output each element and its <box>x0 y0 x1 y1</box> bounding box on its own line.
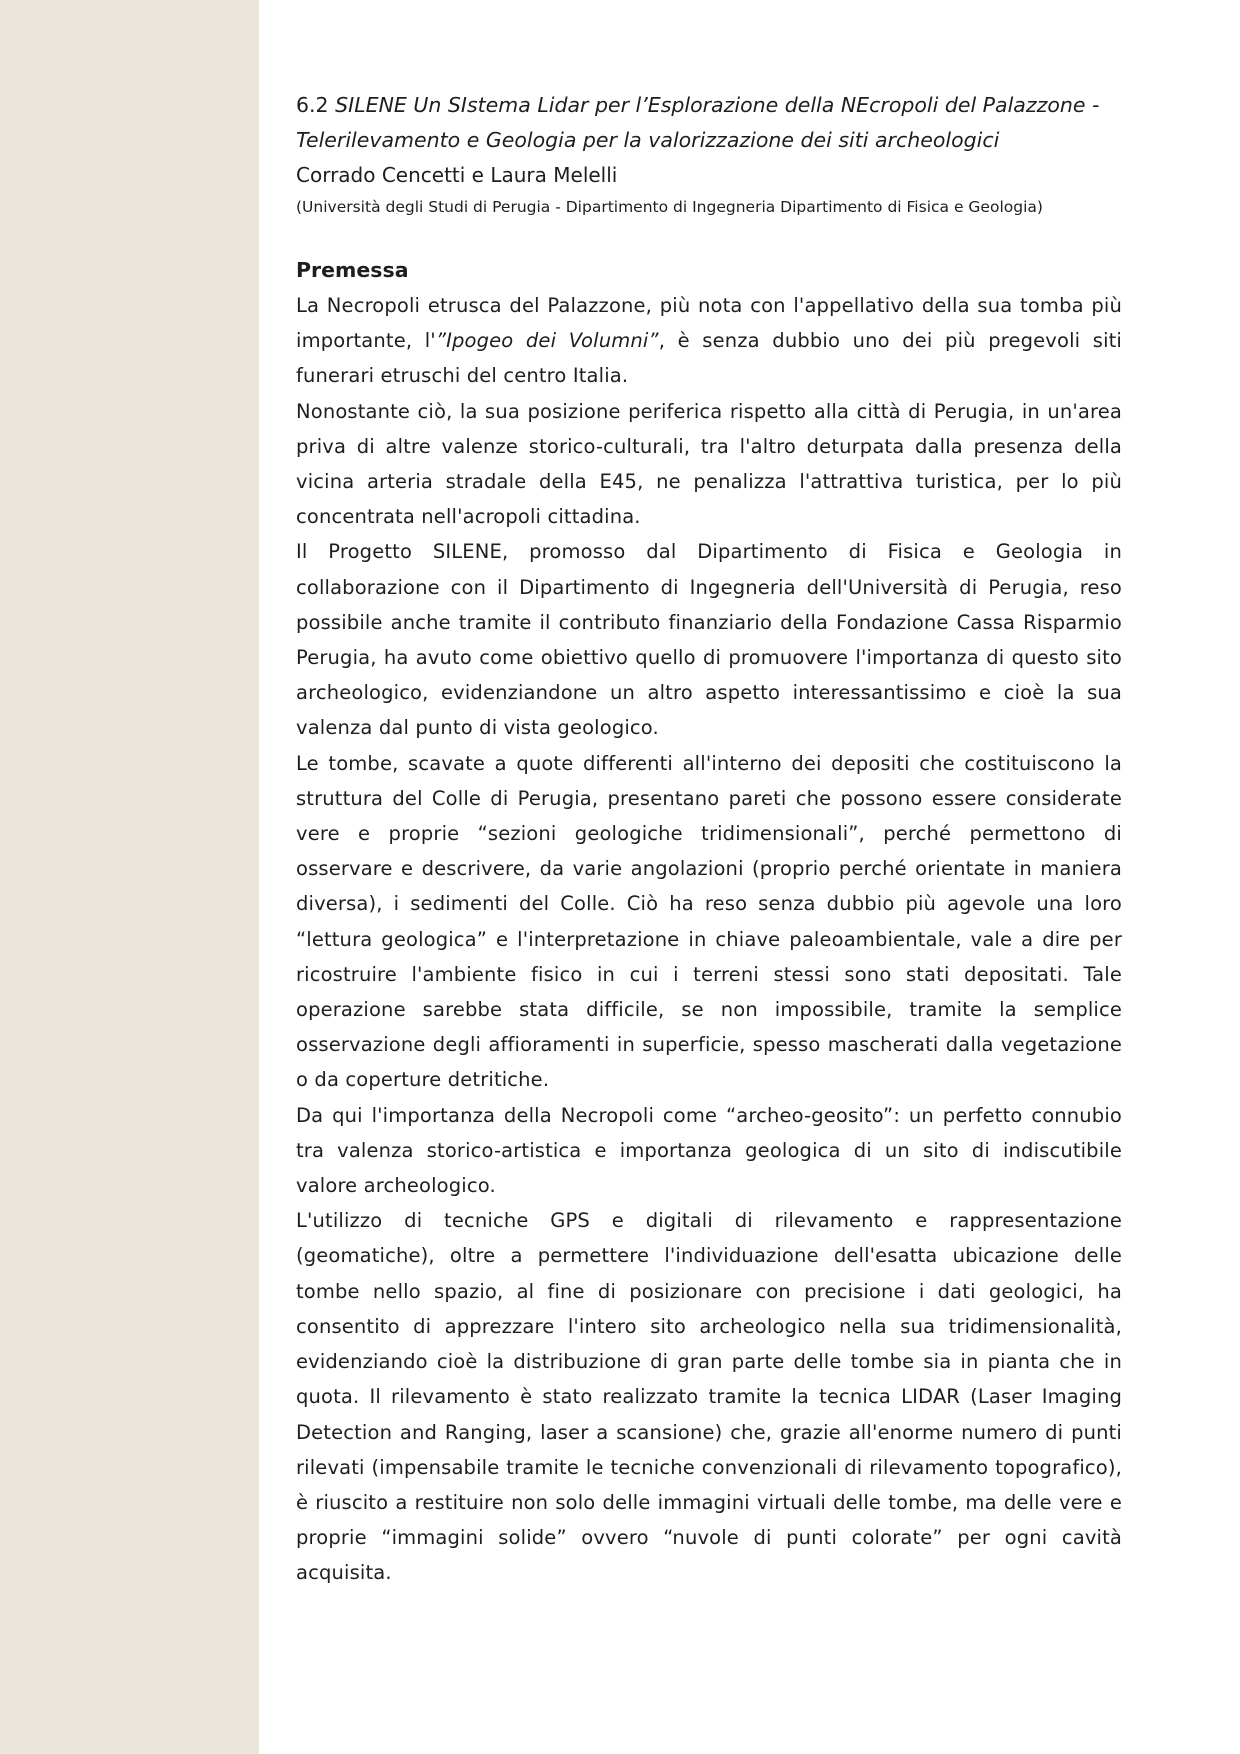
paragraph-5: Da qui l'importanza della Necropoli come “archeo-geosito”: un perfetto connubio tra valenza storico-artistica e importanza geologica di un sito di indiscutibile valore archeologico. <box>296 1103 1122 1198</box>
paragraph-2: Nonostante ciò, la sua posizione periferica rispetto alla città di Perugia, in un'area priva di altre valenze storico-culturali, tra l'altro deturpata dalla presenza della vicina arteria stradale della E45, ne penalizza l'attrattiva turistica, per lo più concentrata nell'acropoli cittadina. <box>296 399 1122 529</box>
paragraph-1 <box>296 288 1122 394</box>
page-margin-band <box>0 0 259 1754</box>
paragraph-1-emphasis: ”Ipogeo dei Volumni” <box>435 329 659 353</box>
chapter-title-text: SILENE Un SIstema Lidar per l’Esplorazione della NEcropoli del Palazzone - Telerilevamento e Geologia per la valorizzazione dei siti archeologici <box>296 93 1100 152</box>
section-heading: Premessa <box>296 258 409 282</box>
chapter-number: 6.2 <box>296 93 329 117</box>
paragraph-1-text-a: La Necropoli etrusca del Palazzone, più nota con l'appellativo della sua tomba più importante, l' <box>296 294 1122 353</box>
authors: Corrado Cencetti e Laura Melelli <box>296 163 618 187</box>
affiliation: (Università degli Studi di Perugia - Dipartimento di Ingegneria Dipartimento di Fisica e Geologia) <box>296 198 1043 216</box>
chapter-title <box>296 88 1122 158</box>
paragraph-6: L'utilizzo di tecniche GPS e digitali di rilevamento e rappresentazione (geomatiche), oltre a permettere l'individuazione dell'esatta ubicazione delle tombe nello spazio, al fine di posizionare con precisione i dati geologici, ha consentito di apprezzare l'intero sito archeologico nella sua tridimensionalità, evidenziando cioè la distribuzione di gran parte delle tombe sia in pianta che in quota. Il rilevamento è stato realizzato tramite la tecnica LIDAR (Laser Imaging Detection and Ranging, laser a scansione) che, grazie all'enorme numero di punti rilevati (impensabile tramite le tecniche convenzionali di rilevamento topografico), è riuscito a restituire non solo delle immagini virtuali delle tombe, ma delle vere e proprie “immagini solide” ovvero “nuvole di punti colorate” per ogni cavità acquisita. <box>296 1209 1122 1585</box>
paragraph-4: Le tombe, scavate a quote differenti all'interno dei depositi che costituiscono la struttura del Colle di Perugia, presentano pareti che possono essere considerate vere e proprie “sezioni geologiche tridimensionali”, perché permettono di osservare e descrivere, da varie angolazioni (proprio perché orientate in maniera diversa), i sedimenti del Colle. Ciò ha reso senza dubbio più agevole una loro “lettura geologica” e l'interpretazione in chiave paleoambientale, vale a dire per ricostruire l'ambiente fisico in cui i terreni stessi sono stati depositati. Tale operazione sarebbe stata difficile, se non impossibile, tramite la semplice osservazione degli affioramenti in superficie, spesso mascherati dalla vegetazione o da coperture detritiche. <box>296 751 1122 1092</box>
paragraph-1-text-b: , è senza dubbio uno dei più pregevoli siti funerari etruschi del centro Italia. <box>296 329 1123 388</box>
document-page <box>296 88 1122 1591</box>
paragraph-3: Il Progetto SILENE, promosso dal Dipartimento di Fisica e Geologia in collaborazione con il Dipartimento di Ingegneria dell'Università di Perugia, reso possibile anche tramite il contributo finanziario della Fondazione Cassa Risparmio Perugia, ha avuto come obiettivo quello di promuovere l'importanza di questo sito archeologico, evidenziandone un altro aspetto interessantissimo e cioè la sua valenza dal punto di vista geologico. <box>296 540 1122 740</box>
